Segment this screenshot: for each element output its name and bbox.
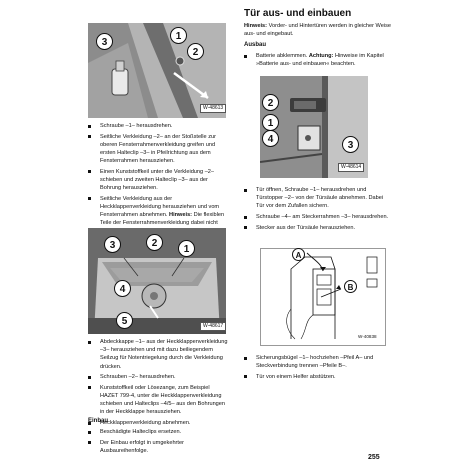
figure-code: W-48614 — [338, 163, 364, 172]
bullet — [88, 341, 91, 344]
list-item-text: Beschädigte Halteclips ersetzen. — [100, 429, 182, 435]
bullet — [244, 375, 247, 378]
hint-label: Hinweis: — [244, 23, 268, 29]
hint-label: Achtung: — [308, 53, 334, 59]
callout-1: 1 — [262, 114, 279, 131]
list-item — [242, 224, 392, 232]
instruction-list-3 — [86, 428, 229, 457]
bullet — [88, 170, 91, 173]
hint-text: Vorder- und Hintertüren werden in gleicher Weise aus- und eingebaut. — [244, 23, 391, 38]
list-item — [86, 384, 229, 417]
ausbau-list-3 — [242, 354, 392, 383]
list-item — [86, 338, 229, 371]
connector-drawing — [260, 248, 386, 346]
callout-5: 5 — [116, 312, 133, 329]
callout-2: 2 — [187, 43, 204, 60]
list-item-text: Schrauben –2– herausdrehen. — [100, 374, 176, 381]
section-title: Tür aus- und einbauen — [244, 8, 352, 19]
list-item-text: Sicherungsbügel –1– hochziehen –Pfeil A– und Steckverbindung trennen –Pfeile B–. — [256, 355, 374, 370]
list-item — [86, 439, 229, 455]
callout-4: 4 — [114, 280, 131, 297]
list-item — [86, 373, 229, 381]
callout-a: A — [292, 248, 305, 261]
list-item-text: Schraube –4– am Steckerrahmen –3– herausdrehen. — [256, 214, 389, 220]
bullet — [244, 216, 247, 219]
list-item — [242, 52, 392, 68]
list-item — [242, 354, 392, 370]
callout-4: 4 — [262, 130, 279, 147]
ausbau-heading: Ausbau — [244, 42, 267, 48]
list-item-text: Abdeckkappe –1– aus der Heckklappenverkleidung –3– herausziehen und mit dazu beiliegendem Seilzug für Notentriegelung durch die Verkleidung drücken. — [100, 339, 228, 370]
einbau-heading: Einbau — [88, 418, 109, 424]
ausbau-list-1 — [242, 52, 392, 71]
callout-1: 1 — [178, 240, 195, 257]
callout-3: 3 — [104, 236, 121, 253]
callout-3: 3 — [96, 33, 113, 50]
bullet — [88, 431, 91, 434]
list-item — [86, 122, 229, 130]
list-item-text: Tür von einem Helfer abstützen. — [256, 373, 336, 380]
bullet — [244, 55, 247, 58]
figure-code: W-40838 — [358, 334, 377, 339]
bullet — [88, 197, 91, 200]
bullet — [88, 386, 91, 389]
bullet — [88, 441, 91, 444]
bullet — [88, 376, 91, 379]
list-item-text: Batterie abklemmen. — [256, 53, 308, 59]
list-item-text: Einen Kunststoffkeil unter die Verkleidung –2– schieben und zweiten Halteclip –3– aus der Bohrung herausziehen. — [100, 168, 215, 192]
list-item-text: Tür öffnen, Schraube –1– herausdrehen und Türstopper –2– von der Türsäule abnehmen. Dabei Tür vor dem Zufallen sichern. — [256, 187, 384, 210]
list-item-text: Stecker aus der Türsäule herausziehen. — [256, 224, 356, 231]
list-item-text: Schraube –1– herausdrehen. — [100, 123, 173, 129]
list-item — [86, 133, 229, 166]
section-hint — [244, 22, 392, 38]
list-item — [242, 373, 392, 381]
figure-code: W-48613 — [200, 104, 226, 113]
callout-1: 1 — [170, 27, 187, 44]
list-item — [86, 428, 229, 436]
hint-label: Hinweis: — [169, 212, 193, 219]
instruction-list-2 — [86, 338, 229, 430]
list-item — [242, 186, 392, 211]
list-item-text: Der Einbau erfolgt in umgekehrter Ausbaureihenfolge. — [100, 439, 184, 454]
hint-text: Die flexiblen Teile der Fensterrahmenverkleidung dabei nicht — [100, 212, 225, 227]
bullet — [244, 226, 247, 229]
ausbau-list-2 — [242, 186, 392, 234]
connector-line-drawing — [261, 249, 385, 345]
callout-2: 2 — [146, 234, 163, 251]
page-number: 255 — [368, 454, 380, 461]
callout-b: B — [344, 280, 357, 293]
figure-code: W-48617 — [200, 322, 226, 331]
callout-3: 3 — [342, 136, 359, 153]
callout-2: 2 — [262, 94, 279, 111]
list-item-text: Seitliche Verkleidung –2– an der Stoßstelle zur oberen Fensterrahmenverkleidung greifen und ersten Halteclip –3– in Pfeilrichtung aus dem Fensterrahmen herausziehen. — [100, 133, 216, 165]
bullet — [88, 135, 91, 138]
list-item-text: Kunststoffkeil oder Lösezange, zum Beispiel HAZET 799-4, unter die Heckklappenverkleidung schieben und Halteclips –4/5– aus den Bohrungen in der Heckklappe herausziehen. — [100, 384, 226, 416]
list-item-text: Heckklappenverkleidung abnehmen. — [100, 420, 191, 426]
hint-text: Hinweise im Kapitel »Batterie aus- und einbauen« beachten. — [256, 53, 384, 68]
bullet — [244, 189, 247, 192]
instruction-list-1 — [86, 122, 229, 238]
list-item-text: Seitliche Verkleidung aus der Heckklappenverkleidung herausziehen und vom Fensterrahmen abnehmen. — [100, 195, 220, 219]
bullet — [244, 357, 247, 360]
bullet — [88, 125, 91, 128]
list-item — [242, 213, 392, 221]
list-item — [86, 168, 229, 193]
